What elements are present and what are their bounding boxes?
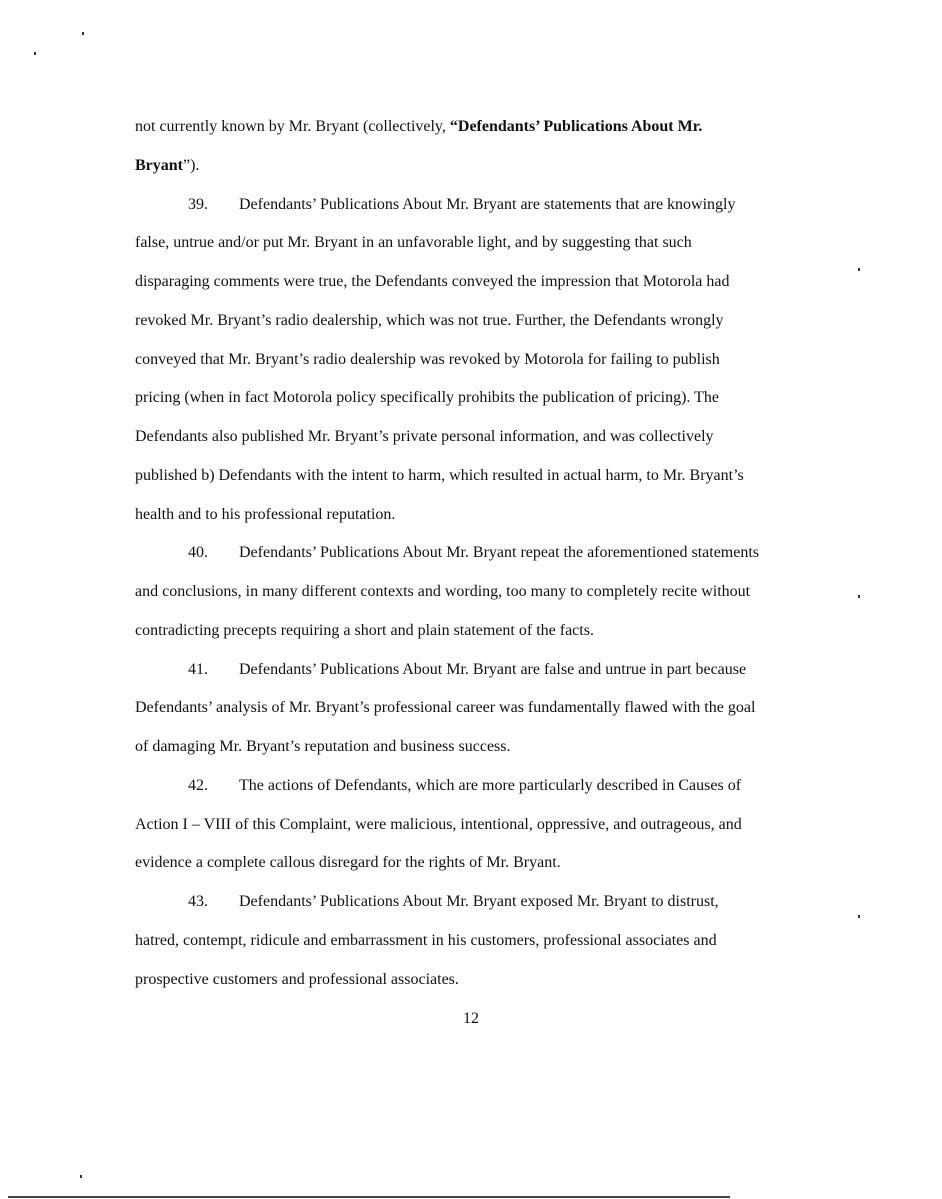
intro-text: not currently known by Mr. Bryant (collectively, (135, 118, 450, 135)
paragraph-line (188, 776, 741, 796)
intro-line (135, 156, 199, 176)
paragraph-text: revoked Mr. Bryant’s radio dealership, which was not true. Further, the Defendants wrongly (135, 311, 724, 329)
paragraph-line (188, 543, 759, 563)
paragraph-line (188, 892, 719, 912)
paragraph-text: contradicting precepts requiring a short and plain statement of the facts. (135, 621, 594, 639)
paragraph-number: 43. (188, 893, 208, 910)
paragraph-text: Defendants’ analysis of Mr. Bryant’s professional career was fundamentally flawed with the goal (135, 699, 756, 717)
paragraph-line (135, 931, 717, 951)
paragraph-text: pricing (when in fact Motorola policy specifically prohibits the publication of pricing). The (135, 389, 719, 407)
paragraph-text: evidence a complete callous disregard for the rights of Mr. Bryant. (135, 854, 561, 872)
paragraph-line (135, 350, 720, 370)
paragraph-number: 41. (188, 660, 208, 678)
intro-line (135, 117, 702, 137)
defined-term: Bryant (135, 157, 183, 174)
paragraph-text: prospective customers and professional associates. (135, 970, 459, 988)
paragraph-text: Action I – VIII of this Complaint, were malicious, intentional, oppressive, and outrageous, and (135, 815, 742, 833)
paragraph-text: hatred, contempt, ridicule and embarrassment in his customers, professional associates and (135, 931, 717, 949)
paragraph-line (135, 582, 750, 602)
paragraph-line (135, 311, 724, 331)
scan-speck (82, 32, 84, 35)
paragraph-text: conveyed that Mr. Bryant’s radio dealership was revoked by Motorola for failing to publish (135, 350, 720, 368)
paragraph-line (135, 388, 719, 408)
paragraph-text: health and to his professional reputation. (135, 505, 396, 523)
bottom-rule (8, 1196, 730, 1198)
paragraph-line (135, 698, 755, 718)
paragraph-text: disparaging comments were true, the Defendants conveyed the impression that Motorola had (135, 273, 730, 290)
paragraph-line (135, 970, 459, 990)
scan-speck (858, 268, 860, 271)
paragraph-line (135, 505, 395, 525)
paragraph-line (188, 660, 746, 680)
paragraph-text: Defendants’ Publications About Mr. Bryant are statements that are knowingly (239, 195, 736, 213)
paragraph-text: false, untrue and/or put Mr. Bryant in an unfavorable light, and by suggesting that such (135, 234, 692, 252)
paragraph-line (135, 737, 511, 757)
paragraph-line (135, 621, 594, 641)
paragraph-text: and conclusions, in many different contexts and wording, too many to completely recite without (135, 583, 751, 600)
paragraph-line (135, 466, 744, 486)
paragraph-text: of damaging Mr. Bryant’s reputation and business success. (135, 738, 511, 755)
paragraph-number: 42. (188, 776, 208, 794)
page-number: 12 (463, 1010, 479, 1027)
paragraph-number: 40. (188, 544, 208, 562)
paragraph-text: Defendants’ Publications About Mr. Bryant repeat the aforementioned statements (239, 544, 760, 562)
paragraph-text: published b) Defendants with the intent to harm, which resulted in actual harm, to Mr. Bryant’s (135, 466, 744, 484)
scan-speck (80, 1175, 82, 1178)
paragraph-line (135, 427, 714, 447)
paragraph-line (135, 853, 561, 873)
paragraph-number: 39. (188, 195, 208, 213)
paragraph-line (135, 815, 742, 835)
defined-term: “Defendants’ Publications About Mr. (449, 118, 703, 135)
intro-text: ”). (183, 157, 200, 174)
paragraph-text: Defendants’ Publications About Mr. Bryant exposed Mr. Bryant to distrust, (239, 893, 719, 910)
paragraph-line (135, 272, 730, 292)
scan-speck (858, 595, 860, 598)
paragraph-text: Defendants’ Publications About Mr. Bryant are false and untrue in part because (239, 660, 747, 678)
paragraph-text: Defendants also published Mr. Bryant’s private personal information, and was collectively (135, 428, 714, 445)
paragraph-line (135, 233, 692, 253)
paragraph-line (188, 195, 735, 215)
scan-speck (858, 915, 860, 918)
paragraph-text: The actions of Defendants, which are more particularly described in Causes of (239, 776, 742, 794)
scan-speck (34, 52, 36, 55)
